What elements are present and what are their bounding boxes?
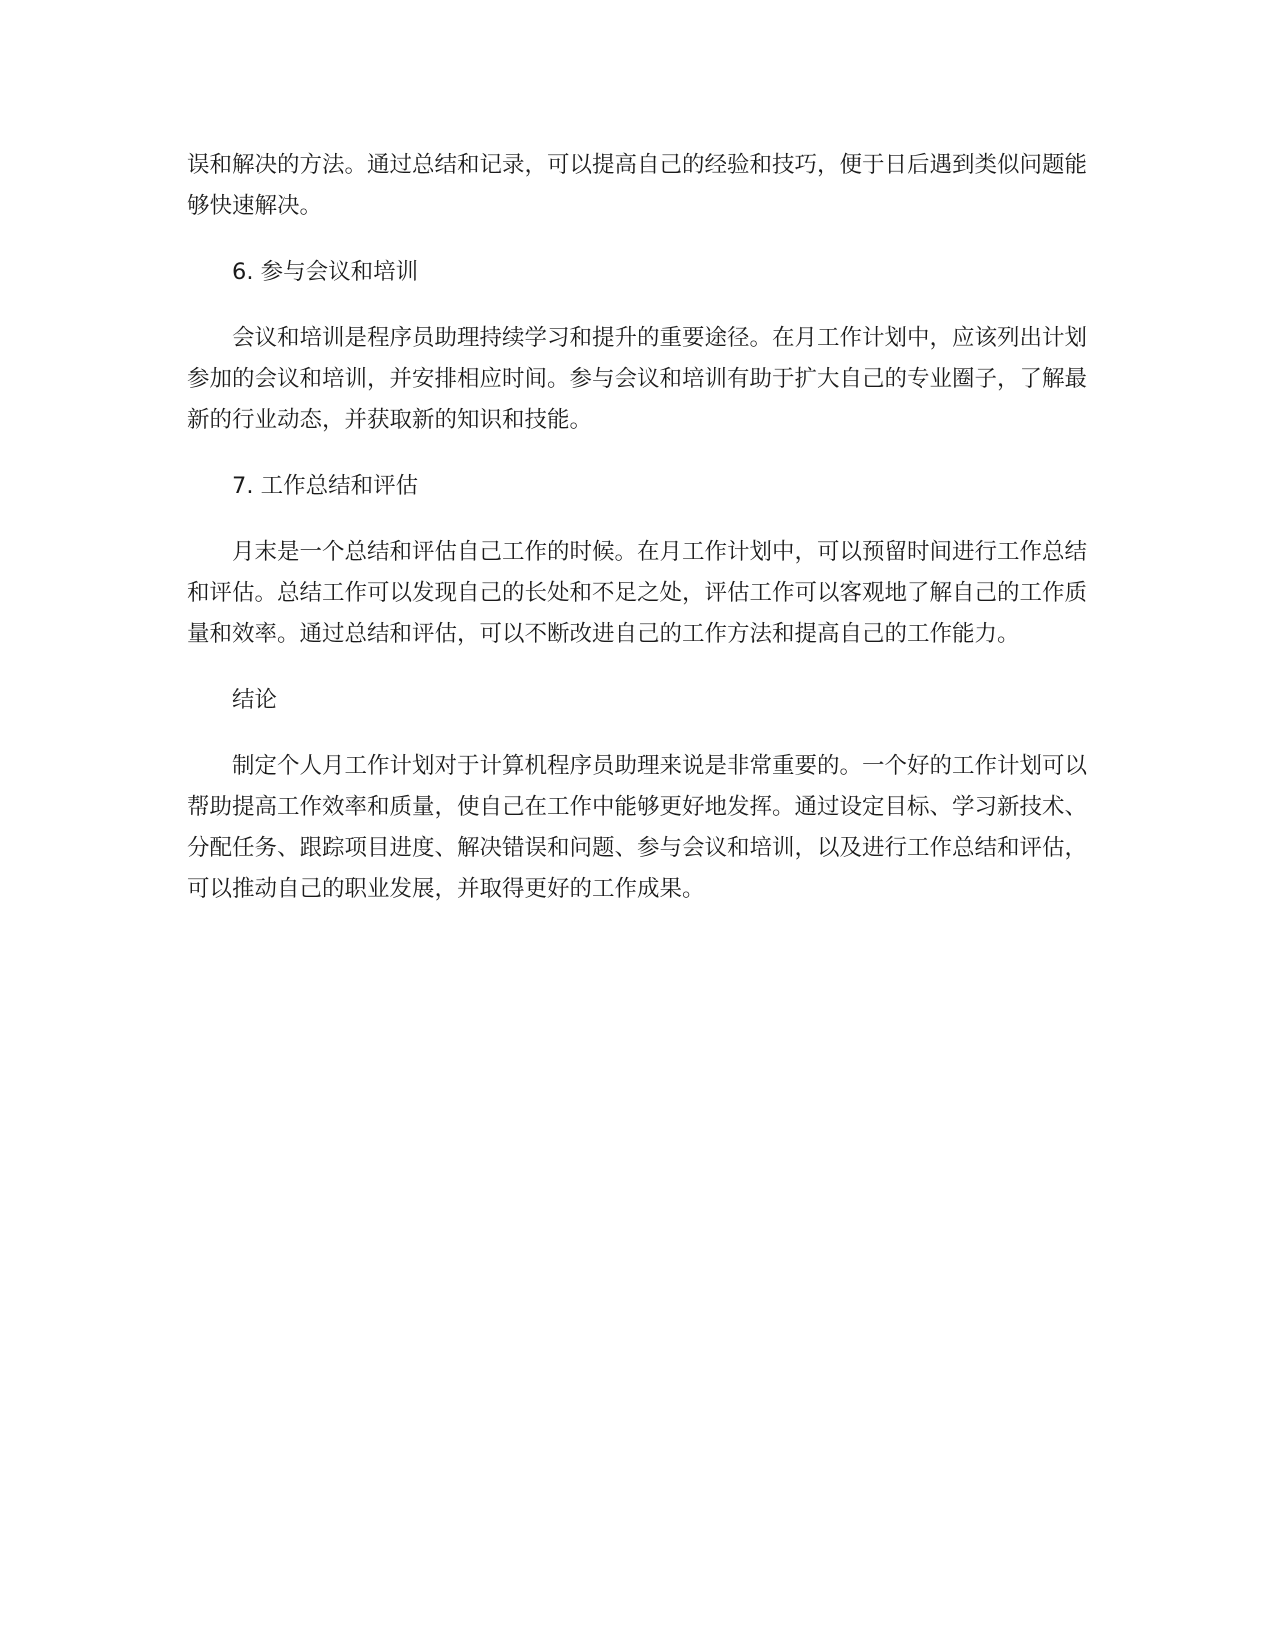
paragraph-conclusion: 制定个人月工作计划对于计算机程序员助理来说是非常重要的。一个好的工作计划可以帮助提高工作效率和质量，使自己在工作中能够更好地发挥。通过设定目标、学习新技术、分配任务、跟踪项目进度、解决错误和问题、参与会议和培训，以及进行工作总结和评估，可以推动自己的职业发展，并取得更好的工作成果。: [187, 753, 1088, 902]
paragraph-meetings-training: 会议和培训是程序员助理持续学习和提升的重要途径。在月工作计划中，应该列出计划参加的会议和培训，并安排相应时间。参与会议和培训有助于扩大自己的专业圈子，了解最新的行业动态，并获取新的知识和技能。: [187, 325, 1088, 433]
paragraph-continued-text: 误和解决的方法。通过总结和记录，可以提高自己的经验和技巧，便于日后遇到类似问题能够快速解决。: [187, 152, 1088, 219]
paragraph-summary-evaluation: 月末是一个总结和评估自己工作的时候。在月工作计划中，可以预留时间进行工作总结和评估。总结工作可以发现自己的长处和不足之处，评估工作可以客观地了解自己的工作质量和效率。通过总结和评估，可以不断改进自己的工作方法和提高自己的工作能力。: [187, 539, 1088, 647]
section-heading-6: 6. 参与会议和培训: [232, 259, 419, 285]
document-body: [187, 145, 1087, 935]
section-heading-conclusion: 结论: [232, 687, 278, 713]
section-heading-7: 7. 工作总结和评估: [232, 473, 419, 499]
